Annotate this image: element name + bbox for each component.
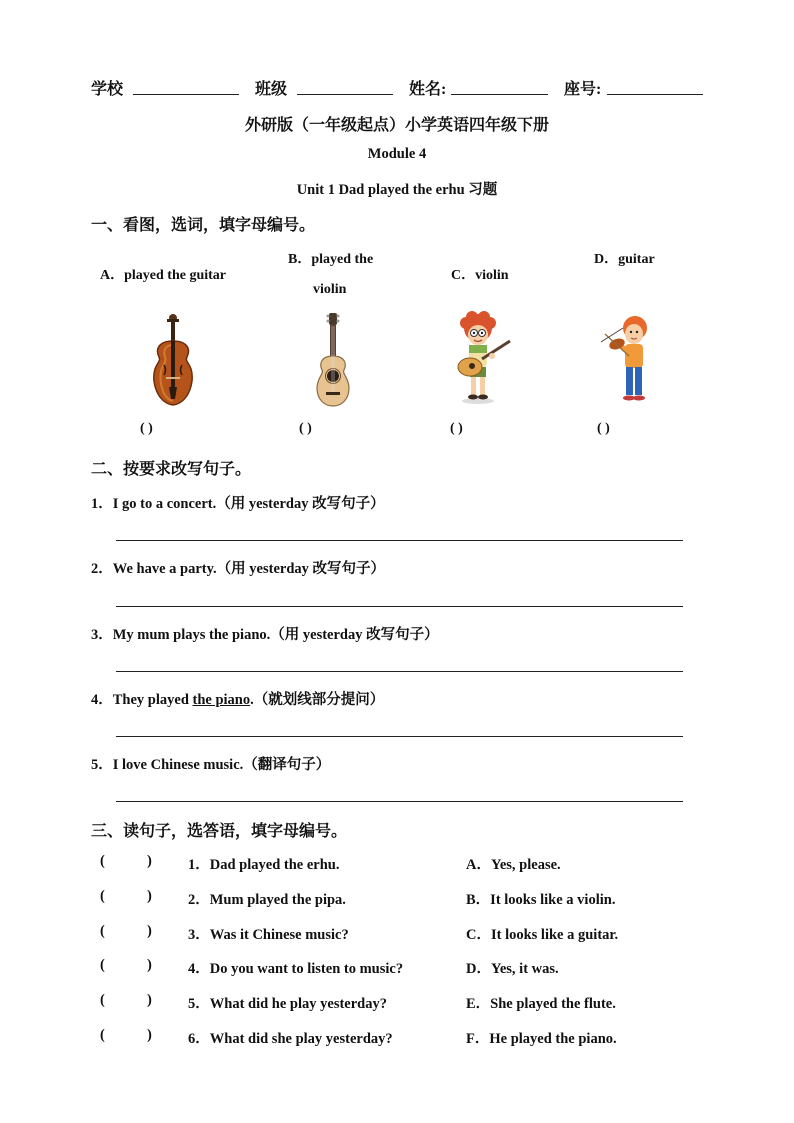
match-row-5 <box>100 992 700 1012</box>
answer-open-paren[interactable]: ( <box>100 853 105 869</box>
answer-close-paren: ) <box>147 888 152 904</box>
class-field[interactable] <box>297 94 393 95</box>
answer-blank-b[interactable]: ( ) <box>299 421 312 436</box>
option-b-line2: violin <box>313 282 347 297</box>
option-a: A．played the guitar <box>100 268 227 283</box>
page-title: 外研版（一年级起点）小学英语四年级下册 <box>244 117 549 134</box>
answer-close-paren: ) <box>147 923 152 939</box>
answer-line-5[interactable] <box>116 801 683 802</box>
rewrite-question-4: 4．They played the piano.（就划线部分提问） <box>91 692 385 708</box>
module-title: Module 4 <box>367 146 427 162</box>
answer-blank-d[interactable]: ( ) <box>597 421 610 436</box>
rewrite-question-5: 5．I love Chinese music.（翻译句子） <box>91 757 331 773</box>
rewrite-question-1: 1．I go to a concert.（用 yesterday 改写句子） <box>91 496 385 512</box>
option-c: C．violin <box>451 268 509 283</box>
match-row-1 <box>100 853 700 873</box>
boy-playing-violin-image <box>599 312 661 406</box>
option-b: B．played the <box>288 252 374 267</box>
match-row-3 <box>100 923 700 943</box>
answer-close-paren: ) <box>147 853 152 869</box>
match-row-2 <box>100 888 700 908</box>
class-label: 班级 <box>255 81 288 98</box>
answer-close-paren: ) <box>147 992 152 1008</box>
answer-line-4[interactable] <box>116 736 683 737</box>
rewrite-question-3: 3．My mum plays the piano.（用 yesterday 改写句子） <box>91 627 439 643</box>
student-info-row <box>91 76 703 98</box>
answer-open-paren[interactable]: ( <box>100 992 105 1008</box>
match-question-5: 5．What did he play yesterday? <box>188 996 387 1012</box>
answer-line-2[interactable] <box>116 606 683 607</box>
school-field[interactable] <box>133 94 239 95</box>
option-d: D．guitar <box>594 252 655 267</box>
match-answer-f: F．He played the piano. <box>466 1031 617 1047</box>
match-question-2: 2．Mum played the pipa. <box>188 892 346 908</box>
answer-close-paren: ) <box>147 1027 152 1043</box>
answer-line-1[interactable] <box>116 540 683 541</box>
match-answer-c: C．It looks like a guitar. <box>466 927 619 943</box>
section3-heading: 三、读句子，选答语，填字母编号。 <box>91 823 348 840</box>
match-question-4: 4．Do you want to listen to music? <box>188 961 404 977</box>
answer-open-paren[interactable]: ( <box>100 1027 105 1043</box>
school-label: 学校 <box>91 81 124 98</box>
match-row-4 <box>100 957 700 977</box>
seat-field[interactable] <box>607 94 703 95</box>
match-question-6: 6．What did she play yesterday? <box>188 1031 393 1047</box>
answer-blank-c[interactable]: ( ) <box>450 421 463 436</box>
match-answer-e: E．She played the flute. <box>466 996 616 1012</box>
boy-playing-guitar-image <box>452 311 514 405</box>
seat-label: 座号: <box>564 81 602 98</box>
acoustic-guitar-image <box>313 312 353 408</box>
answer-line-3[interactable] <box>116 671 683 672</box>
match-row-6 <box>100 1027 700 1047</box>
unit-title: Unit 1 Dad played the erhu 习题 <box>296 182 498 198</box>
rewrite-question-2: 2．We have a party.（用 yesterday 改写句子） <box>91 561 386 577</box>
match-question-1: 1．Dad played the erhu. <box>188 857 340 873</box>
answer-open-paren[interactable]: ( <box>100 957 105 973</box>
answer-blank-a[interactable]: ( ) <box>140 421 153 436</box>
answer-close-paren: ) <box>147 957 152 973</box>
answer-open-paren[interactable]: ( <box>100 888 105 904</box>
match-question-3: 3．Was it Chinese music? <box>188 927 349 943</box>
name-label: 姓名: <box>409 81 447 98</box>
name-field[interactable] <box>451 94 548 95</box>
match-answer-b: B．It looks like a violin. <box>466 892 616 908</box>
answer-open-paren[interactable]: ( <box>100 923 105 939</box>
match-answer-d: D．Yes, it was. <box>466 961 559 977</box>
section2-heading: 二、按要求改写句子。 <box>91 461 252 478</box>
match-answer-a: A．Yes, please. <box>466 857 561 873</box>
underlined-phrase: the piano <box>192 692 251 708</box>
violin-image <box>145 313 201 409</box>
section1-heading: 一、看图，选词，填字母编号。 <box>91 217 316 234</box>
